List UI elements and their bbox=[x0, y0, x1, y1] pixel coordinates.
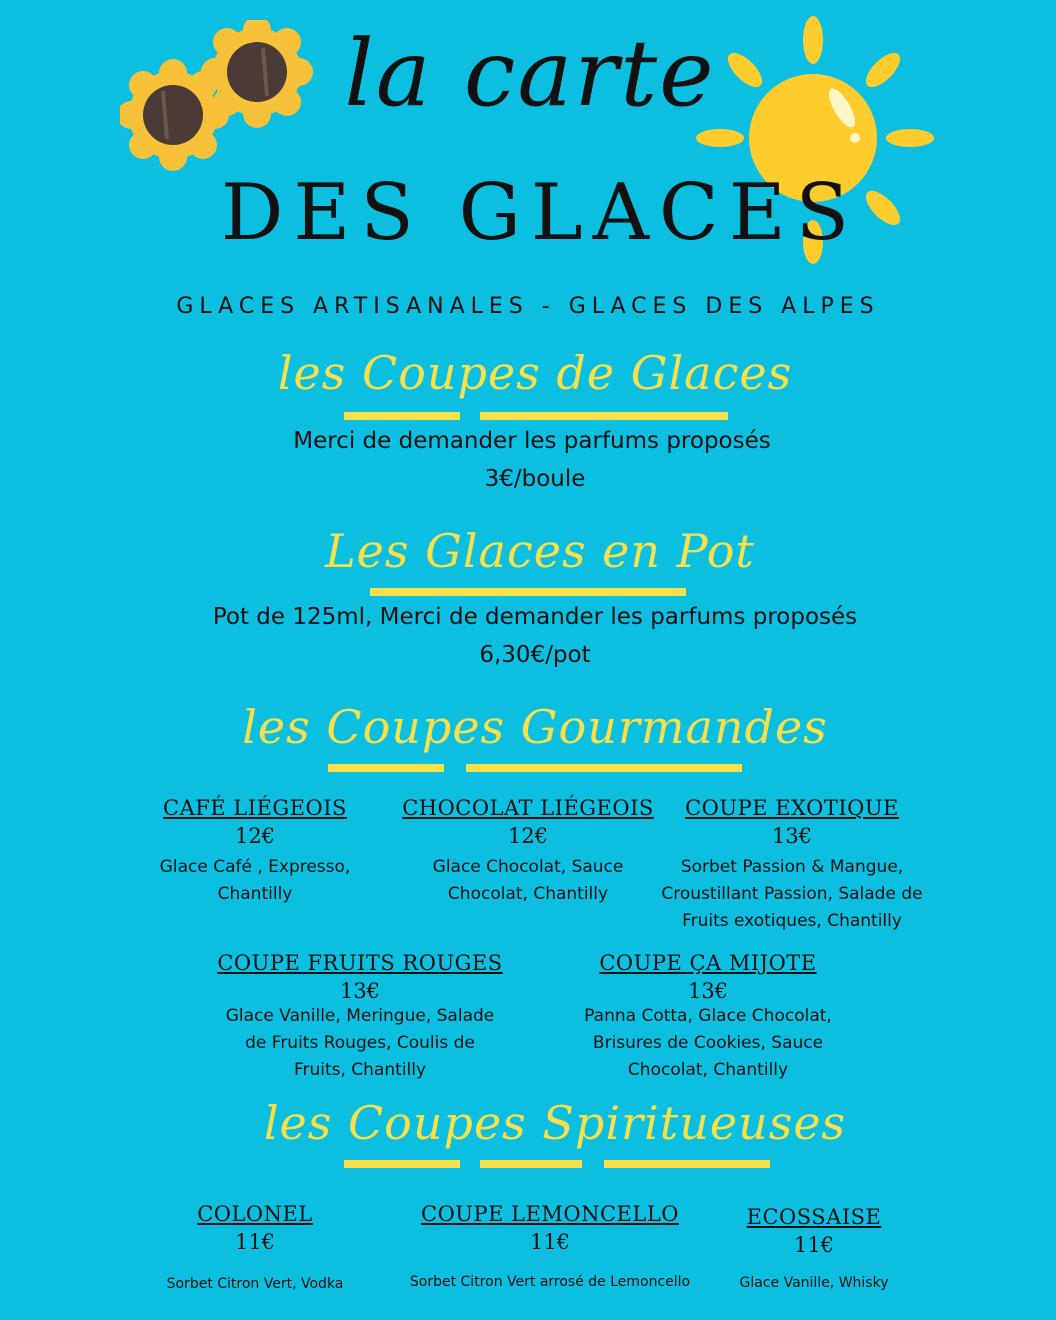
section-note: Pot de 125ml, Merci de demander les parfums proposés bbox=[212, 604, 858, 630]
menu-item bbox=[568, 951, 848, 1084]
section-underline bbox=[604, 1160, 770, 1168]
item-name: CAFÉ LIÉGEOIS bbox=[163, 796, 347, 820]
subtitle: GLACES ARTISANALES - GLACES DES ALPES bbox=[176, 294, 880, 319]
item-name: COUPE LEMONCELLO bbox=[421, 1202, 679, 1226]
item-name: COUPE EXOTIQUE bbox=[685, 796, 899, 820]
script-title: la carte bbox=[344, 20, 716, 127]
item-description: Glace Vanille, Whisky bbox=[739, 1275, 889, 1291]
item-name: COUPE FRUITS ROUGES bbox=[217, 951, 503, 975]
section-underline bbox=[480, 1160, 582, 1168]
item-price: 11€ bbox=[529, 1230, 571, 1254]
item-name: CHOCOLAT LIÉGEOIS bbox=[402, 796, 654, 820]
section-underline bbox=[328, 764, 444, 772]
section-title-glaces-en-pot: Les Glaces en Pot bbox=[325, 524, 755, 578]
item-name: ECOSSAISE bbox=[746, 1205, 882, 1229]
menu-item bbox=[210, 951, 510, 1084]
menu-item bbox=[390, 1202, 710, 1290]
menu-item bbox=[714, 1205, 914, 1291]
item-price: 12€ bbox=[234, 824, 276, 848]
item-description: Glace Chocolat, Sauce Chocolat, Chantilly bbox=[432, 857, 624, 904]
section-underline bbox=[344, 412, 460, 420]
menu-item bbox=[140, 1202, 370, 1292]
item-price: 13€ bbox=[339, 979, 381, 1003]
item-description: Sorbet Citron Vert, Vodka bbox=[166, 1276, 344, 1292]
item-description: Panna Cotta, Glace Chocolat, Brisures de Cookies, Sauce Chocolat, Chantilly bbox=[584, 1006, 832, 1080]
item-price: 13€ bbox=[771, 824, 813, 848]
page-title: DES GLACES bbox=[220, 168, 860, 258]
item-price: 11€ bbox=[793, 1233, 835, 1257]
menu-item bbox=[140, 796, 370, 908]
section-underline bbox=[480, 412, 728, 420]
menu-item bbox=[660, 796, 924, 935]
item-price: 11€ bbox=[234, 1230, 276, 1254]
section-underline bbox=[466, 764, 742, 772]
item-price: 13€ bbox=[687, 979, 729, 1003]
section-title-coupes-de-glaces: les Coupes de Glaces bbox=[277, 346, 793, 400]
section-underline bbox=[370, 588, 686, 596]
item-description: Sorbet Citron Vert arrosé de Lemoncello bbox=[409, 1274, 691, 1290]
section-underline bbox=[344, 1160, 460, 1168]
item-price: 12€ bbox=[507, 824, 549, 848]
item-description: Glace Vanille, Meringue, Salade de Fruits Rouges, Coulis de Fruits, Chantilly bbox=[225, 1006, 495, 1080]
section-price: 6,30€/pot bbox=[479, 642, 591, 668]
sunglasses-icon bbox=[120, 20, 320, 180]
item-description: Glace Café , Expresso, Chantilly bbox=[159, 857, 351, 904]
section-title-coupes-spiritueuses: les Coupes Spiritueuses bbox=[263, 1096, 847, 1150]
item-name: COLONEL bbox=[197, 1202, 313, 1226]
section-price: 3€/boule bbox=[484, 466, 586, 492]
item-description: Sorbet Passion & Mangue, Croustillant Passion, Salade de Fruits exotiques, Chantilly bbox=[661, 857, 923, 931]
section-title-coupes-gourmandes: les Coupes Gourmandes bbox=[242, 700, 828, 754]
menu-item bbox=[390, 796, 666, 908]
item-name: COUPE ÇA MIJOTE bbox=[599, 951, 817, 975]
section-note: Merci de demander les parfums proposés bbox=[293, 428, 771, 454]
